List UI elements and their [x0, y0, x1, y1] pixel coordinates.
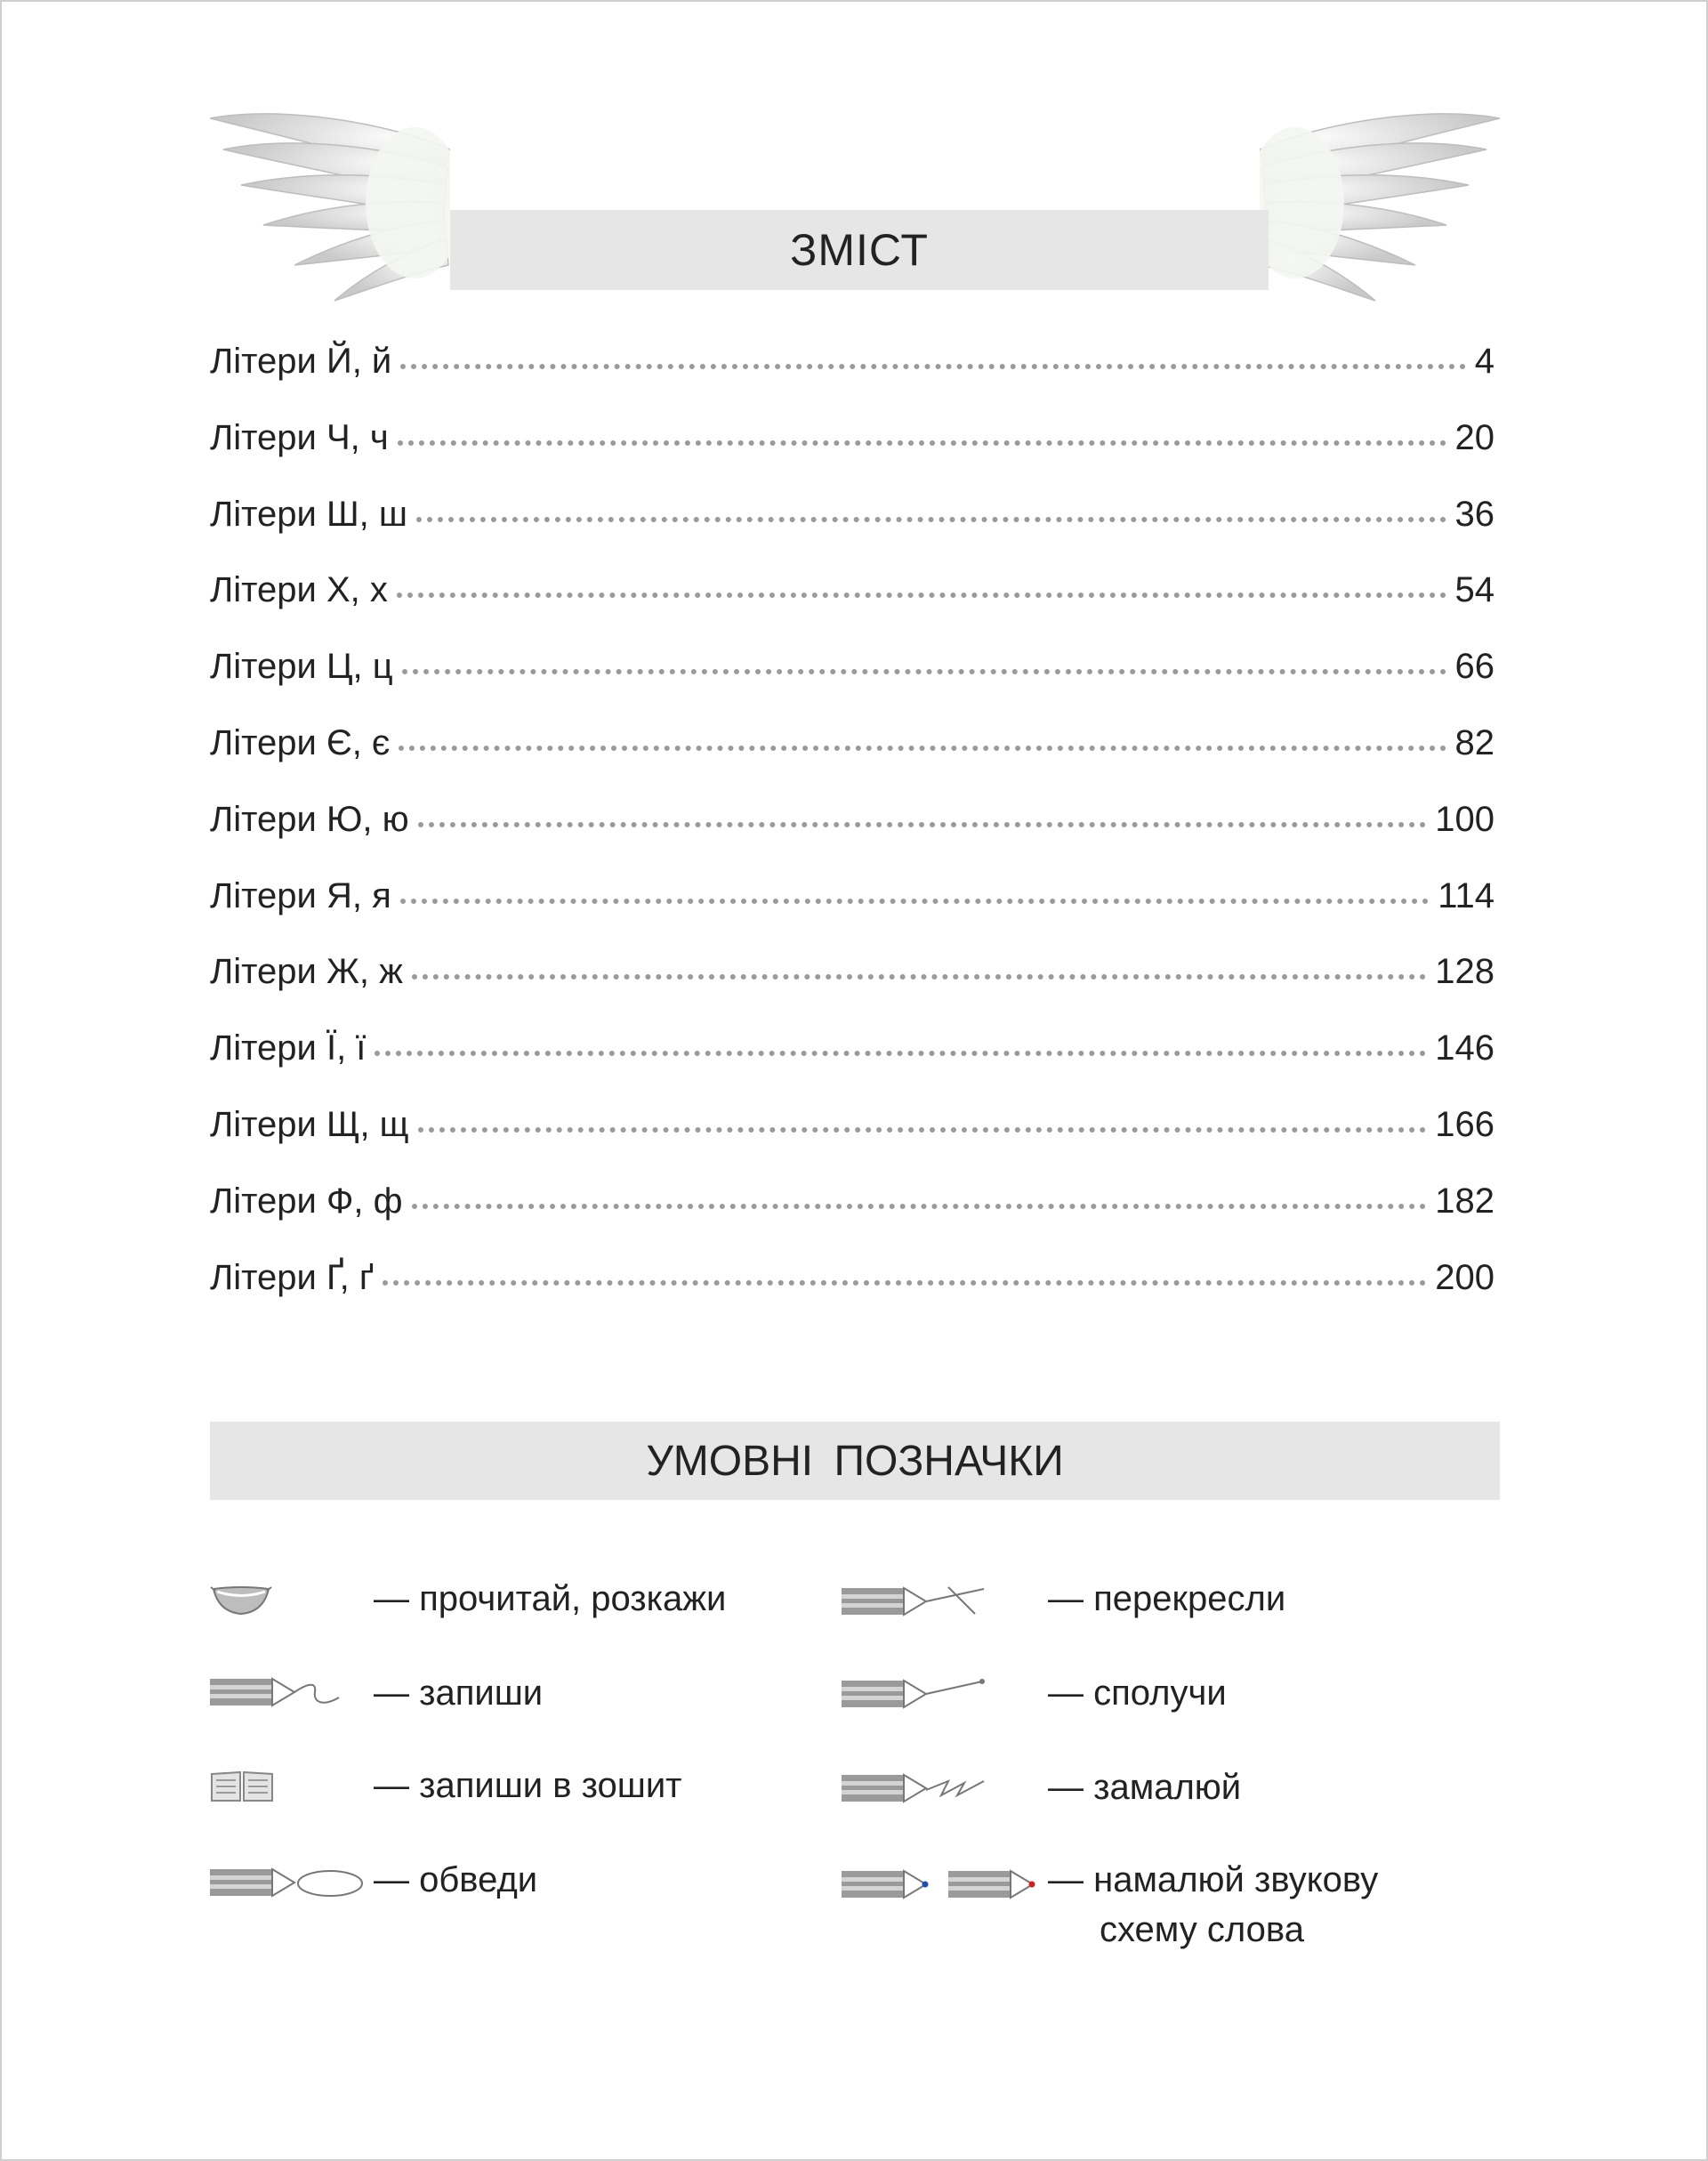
toc-row[interactable] [210, 495, 1494, 571]
pencil-blue-icon [842, 1867, 931, 1902]
toc-label: Літери Ю, ю [210, 799, 409, 839]
open-book-icon [210, 1769, 274, 1804]
right-wing-icon [1260, 96, 1500, 310]
toc-page-number: 100 [1435, 799, 1494, 839]
toc-leader-dots [400, 364, 1465, 369]
toc-row[interactable] [210, 1105, 1494, 1181]
legend-text: — обведи [374, 1860, 538, 1899]
toc-page-number: 166 [1435, 1104, 1494, 1144]
legend-text: — запиши в зошит [374, 1766, 682, 1805]
toc-label: Літери Є, є [210, 722, 391, 762]
toc-row[interactable] [210, 1028, 1494, 1105]
toc-leader-dots [400, 899, 1429, 904]
legend-text: — замалюй [1048, 1768, 1242, 1807]
toc-leader-dots [397, 593, 1446, 598]
toc-page-number: 200 [1435, 1257, 1494, 1297]
toc-page-number: 128 [1435, 952, 1494, 992]
mouth-icon [210, 1582, 272, 1617]
toc-row[interactable] [210, 418, 1494, 495]
toc-label: Літери Ї, ї [210, 1028, 367, 1068]
table-of-contents [210, 342, 1494, 1334]
toc-label: Літери Ґ, ґ [210, 1257, 375, 1297]
toc-label: Літери Й, й [210, 342, 392, 381]
toc-row[interactable] [210, 800, 1494, 876]
toc-page-number: 146 [1435, 1028, 1494, 1068]
toc-leader-dots [418, 1127, 1427, 1133]
title-band [450, 210, 1269, 290]
toc-label: Літери Ж, ж [210, 952, 403, 992]
legend-text: — запиши [374, 1673, 544, 1713]
toc-row[interactable] [210, 1181, 1494, 1258]
toc-row[interactable] [210, 952, 1494, 1028]
toc-leader-dots [412, 1204, 1427, 1209]
toc-label: Літери Ф, ф [210, 1181, 403, 1221]
toc-page-number: 114 [1438, 875, 1494, 915]
toc-leader-dots [416, 517, 1446, 522]
toc-page-number: 182 [1435, 1181, 1494, 1221]
legend-text: — сполучи [1048, 1673, 1227, 1713]
toc-row[interactable] [210, 570, 1494, 647]
toc-row[interactable] [210, 876, 1494, 953]
pencil-squiggle-icon [210, 1674, 343, 1710]
toc-page-number: 20 [1454, 417, 1494, 457]
toc-label: Літери Х, х [210, 570, 388, 610]
toc-leader-dots [383, 1280, 1426, 1286]
toc-page-number: 36 [1454, 494, 1494, 534]
page-title: ЗМІСТ [790, 225, 929, 275]
legend-text: — намалюй звукову [1048, 1860, 1379, 1899]
toc-row[interactable] [210, 1258, 1494, 1334]
legend-header [210, 1422, 1500, 1500]
toc-page-number: 82 [1454, 722, 1494, 762]
legend-text-continued: схему слова [1100, 1910, 1304, 1949]
pencil-scribble-icon [842, 1770, 993, 1806]
pencil-red-icon [948, 1867, 1037, 1902]
toc-leader-dots [402, 669, 1446, 674]
toc-page-number: 4 [1474, 342, 1494, 381]
pencil-connect-icon [842, 1676, 988, 1712]
toc-label: Літери Я, я [210, 875, 391, 915]
toc-page-number: 66 [1454, 647, 1494, 687]
toc-leader-dots [418, 822, 1427, 827]
toc-leader-dots [412, 974, 1426, 980]
toc-page-number: 54 [1454, 570, 1494, 610]
toc-leader-dots [375, 1051, 1426, 1056]
toc-row[interactable] [210, 342, 1494, 418]
toc-label: Літери Ч, ч [210, 417, 389, 457]
toc-row[interactable] [210, 647, 1494, 723]
legend-title: УМОВНІ ПОЗНАЧКИ [646, 1437, 1064, 1485]
toc-leader-dots [398, 440, 1446, 446]
toc-label: Літери Ш, ш [210, 494, 407, 534]
pencil-oval-icon [210, 1865, 366, 1900]
left-wing-icon [210, 96, 450, 310]
toc-label: Літери Ц, ц [210, 647, 393, 687]
legend-text: — перекресли [1048, 1579, 1286, 1618]
pencil-cross-icon [842, 1584, 988, 1619]
legend-text: — прочитай, розкажи [374, 1579, 727, 1618]
toc-row[interactable] [210, 723, 1494, 800]
toc-leader-dots [399, 746, 1446, 751]
toc-label: Літери Щ, щ [210, 1104, 409, 1144]
title-banner [210, 96, 1500, 327]
